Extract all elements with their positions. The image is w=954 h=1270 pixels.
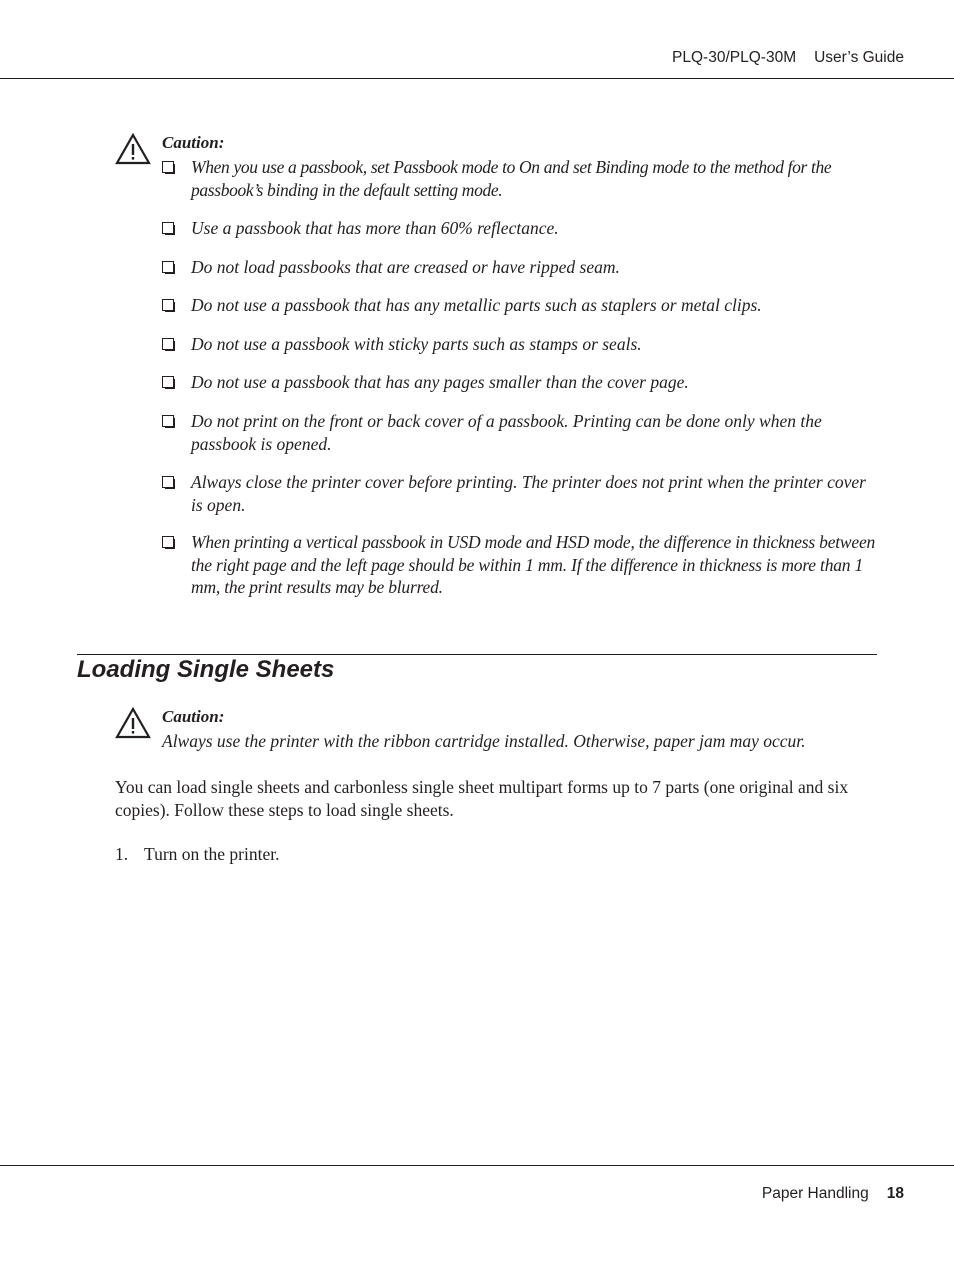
checkbox-bullet-icon: [162, 536, 174, 548]
step-text: Turn on the printer.: [144, 844, 280, 864]
header-guide: User’s Guide: [814, 49, 904, 66]
list-item-text: When printing a vertical passbook in USD mode and HSD mode, the difference in thickness between the right page and the left page should be within 1 mm. If the difference in thickness is more than 1 mm, the print results may be blurred.: [191, 532, 876, 597]
checkbox-bullet-icon: [162, 376, 174, 388]
header-product: PLQ-30/PLQ-30M: [672, 49, 797, 66]
checkbox-bullet-icon: [162, 161, 174, 173]
step-number: 1.: [115, 844, 129, 864]
list-item-text: When you use a passbook, set Passbook mode to On and set Binding mode to the method for the passbook’s binding in the default setting mode.: [191, 157, 832, 200]
footer-rule: [0, 1165, 954, 1166]
caution-block-passbook: [115, 133, 880, 603]
caution-text: Always use the printer with the ribbon cartridge installed. Otherwise, paper jam may occur.: [162, 731, 806, 751]
caution-block-ribbon: [115, 707, 880, 757]
running-header: [672, 49, 904, 67]
list-item-text: Do not use a passbook with sticky parts such as stamps or seals.: [191, 334, 642, 354]
checkbox-bullet-icon: [162, 261, 174, 273]
list-item-text: Do not use a passbook that has any pages smaller than the cover page.: [191, 372, 689, 392]
warning-triangle-icon: [115, 707, 151, 739]
list-item-text: Use a passbook that has more than 60% reflectance.: [191, 218, 559, 238]
caution-title: Caution:: [162, 133, 225, 152]
list-item-text: Do not load passbooks that are creased or have ripped seam.: [191, 257, 620, 277]
warning-triangle-icon: [115, 133, 151, 165]
footer-chapter: Paper Handling: [761, 1185, 869, 1202]
section-heading: Loading Single Sheets: [77, 656, 335, 683]
section-rule: [77, 654, 877, 655]
list-item-text: Do not print on the front or back cover of a passbook. Printing can be done only when the passbook is opened.: [191, 411, 822, 454]
page-number: 18: [886, 1185, 904, 1202]
checkbox-bullet-icon: [162, 299, 174, 311]
step-item: [115, 843, 279, 866]
running-footer: [762, 1185, 904, 1203]
intro-paragraph: You can load single sheets and carbonless single sheet multipart forms up to 7 parts (one original and six copies). Follow these steps to load single sheets.: [115, 777, 849, 820]
checkbox-bullet-icon: [162, 415, 174, 427]
list-item-text: Always close the printer cover before printing. The printer does not print when the printer cover is open.: [191, 472, 866, 515]
list-item-text: Do not use a passbook that has any metallic parts such as staplers or metal clips.: [191, 295, 762, 315]
checkbox-bullet-icon: [162, 476, 174, 488]
checkbox-bullet-icon: [162, 222, 174, 234]
checkbox-bullet-icon: [162, 338, 174, 350]
caution-title: Caution:: [162, 707, 225, 726]
header-rule: [0, 78, 954, 79]
